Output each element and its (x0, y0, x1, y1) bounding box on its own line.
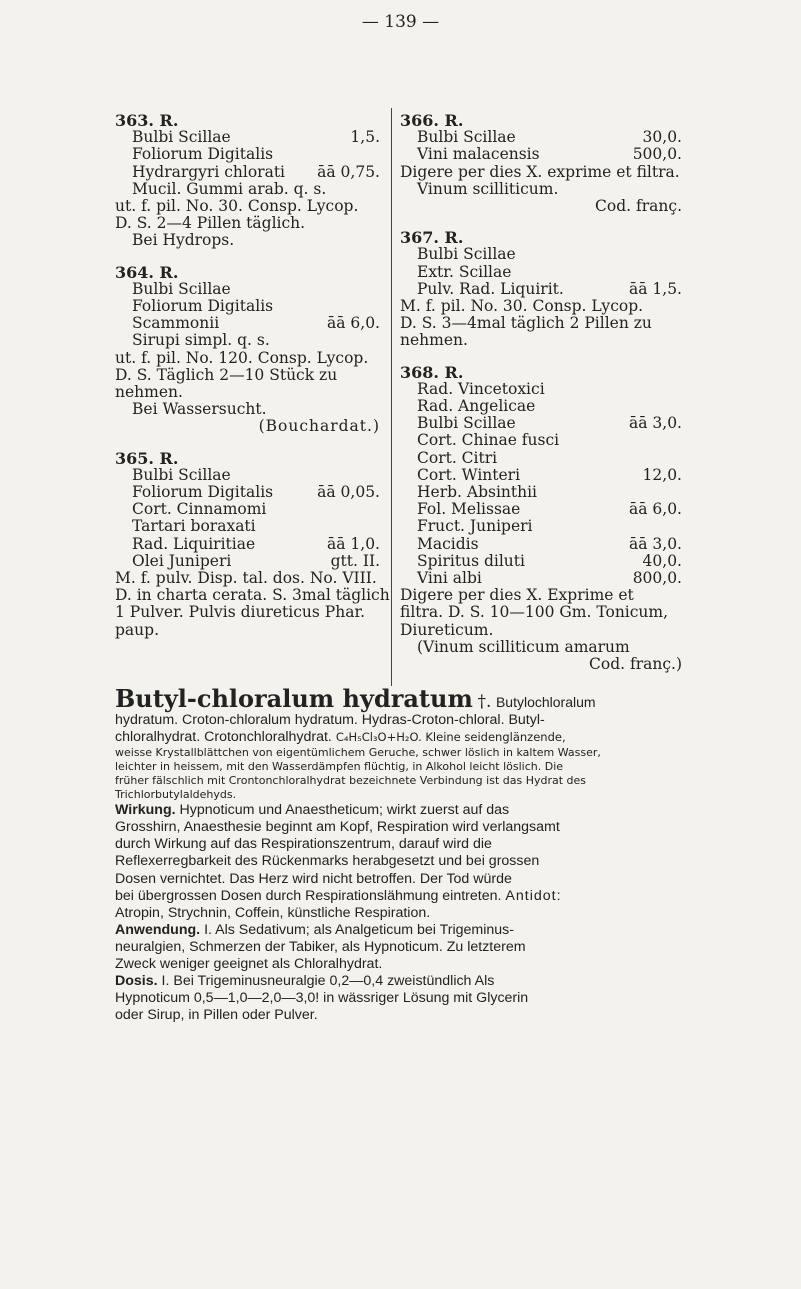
article-title: Butyl-chloralum hydratum (115, 684, 473, 713)
dose-line: Hypnoticum 0,5—1,0—2,0—3,0! in wässriger Lösung mit Glycerin (115, 990, 529, 1007)
prescription-364 (115, 264, 380, 436)
effect-text: bei übergrossen Dosen durch Respirationslähmung eintreten. (115, 887, 502, 904)
ingredient: Rad. Liquiritiae (132, 534, 256, 553)
ingredient-line: Bulbi Scillae (132, 279, 231, 298)
ingredient-line: Herb. Absinthii (417, 483, 538, 502)
amount: āā 6,0. (327, 314, 380, 333)
instruction-line: paup. (115, 620, 159, 639)
usage-text: I. Als Sedativum; als Analgeticum bei Trigeminus- (204, 921, 514, 938)
amount: āā 0,75. (317, 162, 380, 181)
left-column (115, 111, 390, 653)
ingredient-line: Cort. Chinae fusci (417, 431, 560, 450)
page-number: — 139 — (361, 12, 440, 32)
effect-line: durch Wirkung auf das Respirationszentrum, darauf wird die (115, 836, 492, 853)
prescription-368 (400, 364, 682, 674)
effect-line: Dosen vernichtet. Das Herz wird nicht betroffen. Der Tod würde (115, 870, 512, 887)
ingredient-line (115, 553, 380, 570)
amount: 40,0. (642, 551, 682, 570)
indication-line: Bei Hydrops. (132, 231, 235, 250)
dose-line (115, 973, 682, 990)
source-citation: Cod. franç.) (589, 655, 682, 674)
column-divider (391, 108, 392, 686)
ingredient-line (115, 315, 380, 332)
ingredient-line (400, 536, 682, 553)
ingredient-line: Extr. Scillae (417, 262, 512, 281)
ingredient-line: Foliorum Digitalis (132, 297, 274, 316)
amount: 1,5. (350, 128, 380, 147)
instruction-line: ut. f. pil. No. 30. Consp. Lycop. (115, 197, 359, 216)
ingredient-line: Rad. Angelicae (417, 397, 536, 416)
section-label-wirkung: Wirkung. (115, 802, 176, 819)
instruction-line: D. in charta cerata. S. 3mal täglich (115, 586, 390, 605)
amount: 800,0. (632, 569, 682, 588)
effect-line: Grosshirn, Anaesthesie beginnt am Kopf, Respiration wird verlangsamt (115, 819, 560, 836)
instruction-line: Digere per dies X. Exprime et (400, 586, 634, 605)
instruction-line: nehmen. (115, 383, 183, 402)
name-line: (Vinum scilliticum amarum (417, 637, 630, 656)
ingredient: Hydrargyri chlorati (132, 162, 286, 181)
entry-heading: 364. R. (115, 262, 179, 282)
ingredient-line: Mucil. Gummi arab. q. s. (132, 179, 327, 198)
ingredient-line: Fruct. Juniperi (417, 517, 533, 536)
synonym-line (115, 729, 682, 746)
usage-line: neuralgien, Schmerzen der Tabiker, als Hypnoticum. Zu letzterem (115, 938, 526, 955)
instruction-line: 1 Pulver. Pulvis diureticus Phar. (115, 603, 366, 622)
amount: 12,0. (642, 465, 682, 484)
amount: 30,0. (642, 128, 682, 147)
synonym-text: chloralhydrat. Crotonchloralhydrat. (115, 729, 332, 746)
indication-line: Bei Wassersucht. (132, 400, 267, 419)
instruction-line: D. S. Täglich 2—10 Stück zu (115, 365, 338, 384)
instruction-line: Diureticum. (400, 620, 494, 639)
description-line: Trichlorbutylaldehyds. (115, 788, 237, 802)
ingredient-line (400, 570, 682, 587)
dose-text: I. Bei Trigeminusneuralgie 0,2—0,4 zweistündlich Als (161, 973, 495, 990)
effect-line (115, 802, 682, 819)
instruction-line: filtra. D. S. 10—100 Gm. Tonicum, (400, 603, 669, 622)
ingredient: Macidis (417, 534, 479, 553)
amount: āā 3,0. (629, 414, 682, 433)
ingredient-line (400, 129, 682, 146)
article-heading (115, 684, 682, 713)
dose-line: oder Sirup, in Pillen oder Pulver. (115, 1007, 318, 1024)
formula-text: C₄H₅Cl₃O+H₂O. Kleine seidenglänzende, (335, 730, 566, 745)
source-citation: (Bouchardat.) (258, 417, 380, 436)
ingredient: Vini albi (417, 569, 482, 588)
ingredient: Spiritus diluti (417, 551, 525, 570)
amount: āā 6,0. (629, 500, 682, 519)
ingredient-line: Bulbi Scillae (132, 465, 231, 484)
instruction-line: D. S. 2—4 Pillen täglich. (115, 214, 306, 233)
source-citation: Cod. franç. (595, 197, 682, 216)
ingredient: Bulbi Scillae (417, 414, 516, 433)
amount: 500,0. (632, 145, 682, 164)
ingredient-line: Sirupi simpl. q. s. (132, 331, 270, 350)
amount: āā 1,5. (629, 279, 682, 298)
instruction-line: M. f. pulv. Disp. tal. dos. No. VIII. (115, 569, 377, 588)
prescription-365 (115, 448, 390, 639)
right-column (400, 112, 682, 687)
effect-line: Atropin, Strychnin, Coffein, künstliche Respiration. (115, 904, 431, 921)
ingredient-line: Bulbi Scillae (417, 245, 516, 264)
usage-line (115, 922, 682, 939)
description-line: weisse Krystallblättchen von eigentümlichem Geruche, schwer löslich in kaltem Wasser, (115, 746, 601, 760)
name-line: Vinum scilliticum. (417, 179, 559, 198)
entry-heading: 365. R. (115, 448, 179, 468)
butylchloral-article (115, 684, 682, 1024)
ingredient-line (115, 536, 380, 553)
ingredient: Cort. Winteri (417, 465, 521, 484)
synonym-text: Butylochloralum (495, 694, 596, 710)
ingredient-line (400, 415, 682, 432)
entry-heading: 368. R. (400, 362, 464, 382)
prescription-366 (400, 112, 682, 215)
description-line: früher fälschlich mit Crontonchloralhydrat bezeichnete Verbindung ist das Hydrat des (115, 774, 587, 788)
ingredient-line: Foliorum Digitalis (132, 145, 274, 164)
ingredient: Bulbi Scillae (132, 128, 231, 147)
section-label-dosis: Dosis. (115, 973, 158, 990)
instruction-line: M. f. pil. No. 30. Consp. Lycop. (400, 297, 644, 316)
ingredient: Vini malacensis (417, 145, 540, 164)
dagger-mark: †. (477, 692, 492, 712)
ingredient: Scammonii (132, 314, 220, 333)
ingredient-line (115, 129, 380, 146)
ingredient: Foliorum Digitalis (132, 483, 274, 502)
effect-line: Reflexerregbarkeit des Rückenmarks herabgesetzt und bei grossen (115, 853, 540, 870)
amount: āā 0,05. (317, 483, 380, 502)
ingredient-line (400, 553, 682, 570)
amount: āā 1,0. (327, 534, 380, 553)
instruction-line: nehmen. (400, 331, 468, 350)
instruction-line: D. S. 3—4mal täglich 2 Pillen zu (400, 314, 652, 333)
section-label-anwendung: Anwendung. (115, 921, 201, 938)
prescription-363 (115, 112, 380, 250)
synonym-line: hydratum. Croton-chloralum hydratum. Hydras-Croton-chloral. Butyl- (115, 712, 545, 728)
amount: āā 3,0. (629, 534, 682, 553)
ingredient: Olei Juniperi (132, 551, 232, 570)
antidote-label: Antidot: (505, 887, 562, 904)
ingredient-line: Tartari boraxati (132, 517, 256, 536)
usage-line: Zweck weniger geeignet als Chloralhydrat. (115, 956, 383, 973)
ingredient-line: Cort. Citri (417, 448, 498, 467)
ingredient-line (400, 467, 682, 484)
entry-heading: 366. R. (400, 111, 464, 130)
ingredient-line (115, 164, 380, 181)
entry-heading: 367. R. (400, 228, 464, 248)
instruction-line: Digere per dies X. exprime et filtra. (400, 162, 680, 181)
ingredient: Bulbi Scillae (417, 128, 516, 147)
ingredient-line (400, 281, 682, 298)
instruction-line: ut. f. pil. No. 120. Consp. Lycop. (115, 348, 369, 367)
ingredient: Pulv. Rad. Liquirit. (417, 279, 564, 298)
effect-line (115, 888, 682, 905)
description-line: leichter in heissem, mit den Wasserdämpfen flüchtig, in Alkohol leicht löslich. Die (115, 760, 564, 774)
amount: gtt. II. (330, 551, 380, 570)
ingredient-line (115, 484, 380, 501)
ingredient-line (400, 501, 682, 518)
effect-text: Hypnoticum und Anaestheticum; wirkt zuerst auf das (179, 802, 510, 819)
prescription-367 (400, 229, 682, 349)
ingredient-line (400, 146, 682, 163)
entry-heading: 363. R. (115, 111, 179, 130)
ingredient-line: Rad. Vincetoxici (417, 379, 545, 398)
ingredient-line: Cort. Cinnamomi (132, 500, 267, 519)
ingredient: Fol. Melissae (417, 500, 521, 519)
